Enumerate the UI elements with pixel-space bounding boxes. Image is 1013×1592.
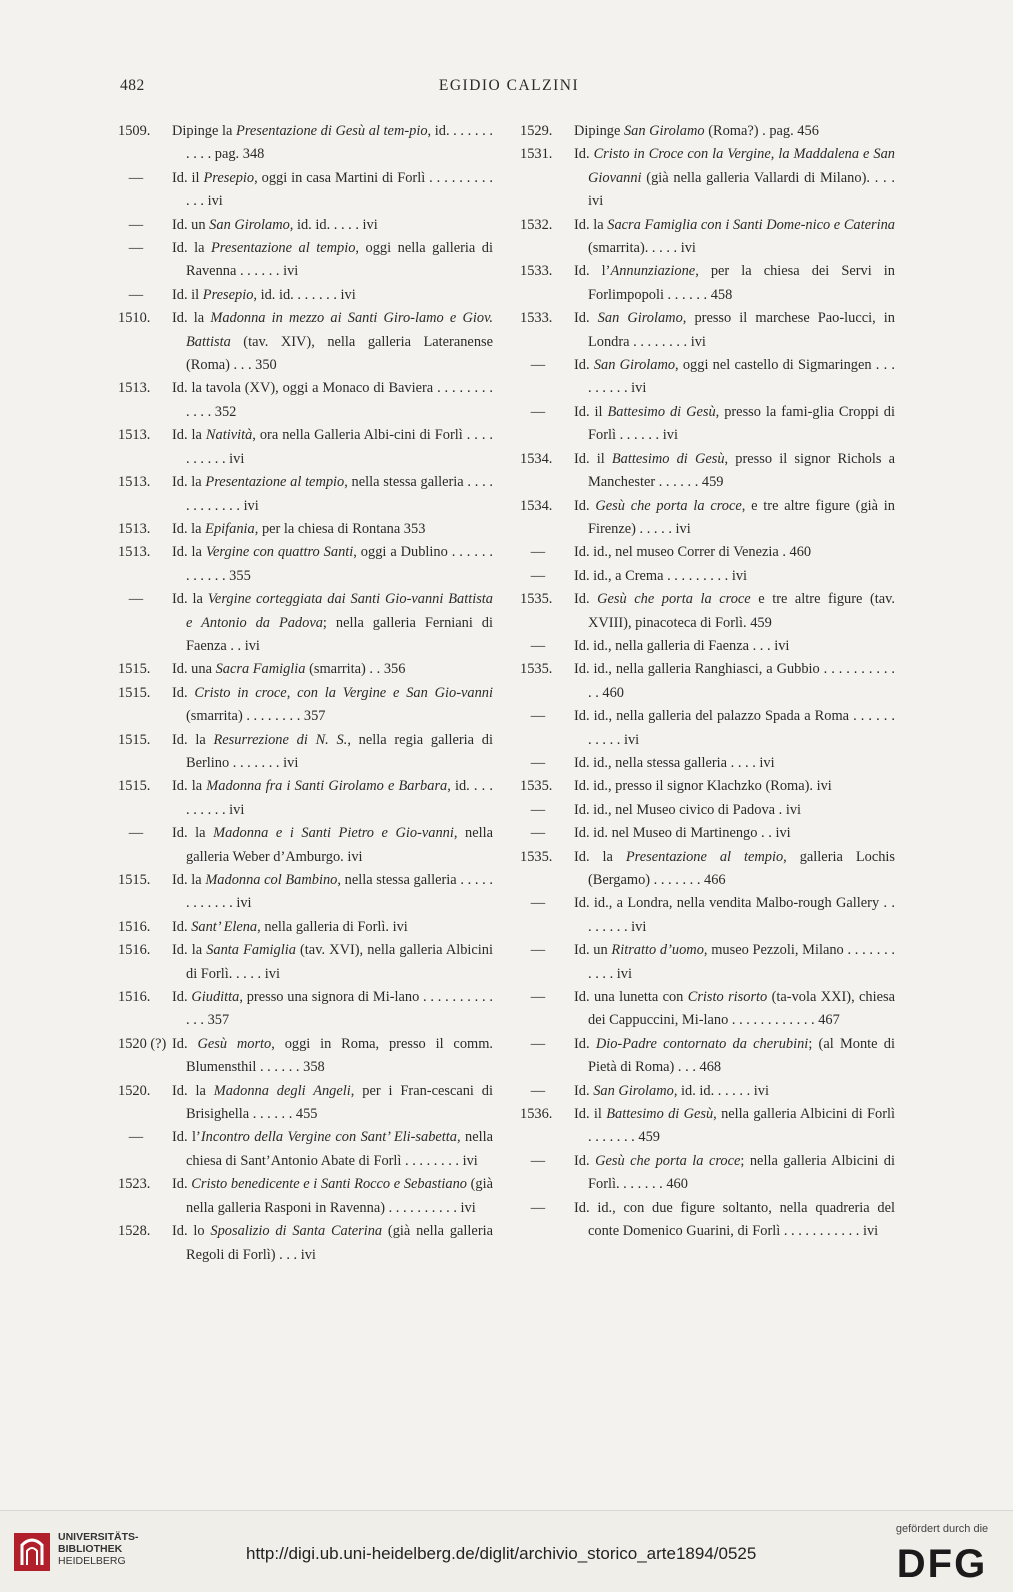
entry-year: 1535. [520, 848, 553, 865]
index-entry [118, 775, 493, 822]
entry-text: Id. id., nel museo Correr di Venezia . 460 [574, 544, 812, 561]
entry-year: 1535. [520, 591, 553, 608]
entry-year: 1534. [520, 497, 553, 514]
entry-year: 1510. [118, 310, 151, 327]
index-entry [118, 869, 493, 916]
entry-text: Id. Gesù che porta la croce; nella galleria Albicini di Forlì. . . . . . . 460 [574, 1152, 895, 1193]
index-entry [118, 214, 493, 237]
university-library-logo-icon [12, 1531, 52, 1573]
entry-year: 1515. [118, 872, 151, 888]
entry-text: Id. l’Annunziazione, per la chiesa dei Servi in Forlimpopoli . . . . . . 458 [574, 263, 895, 303]
index-entry [520, 892, 895, 939]
entry-text: Id. la Madonna e i Santi Pietro e Gio-vanni, nella galleria Weber d’Amburgo. ivi [172, 825, 493, 865]
entry-year: 1515. [118, 661, 151, 678]
entry-text: Id. id., presso il signor Klachzko (Roma). ivi [574, 778, 832, 795]
entry-text: Id. Sant’ Elena, nella galleria di Forlì. ivi [172, 918, 408, 935]
entry-text: Id. la Madonna col Bambino, nella stessa galleria . . . . . . . . . . . . ivi [172, 872, 493, 912]
entry-year: — [530, 942, 546, 959]
entry-year: — [530, 989, 546, 1006]
library-name-line: UNIVERSITÄTS- [58, 1531, 139, 1543]
entry-text: Id. la Presentazione al tempio, nella stessa galleria . . . . . . . . . . . . ivi [172, 474, 493, 514]
index-entry [118, 822, 493, 869]
entry-text: Id. id., nella stessa galleria . . . . ivi [574, 754, 775, 771]
left-column [118, 120, 493, 1267]
entry-year: — [128, 286, 144, 303]
entry-year: 1535. [520, 661, 553, 678]
index-entry [520, 846, 895, 893]
entry-year: — [530, 1082, 546, 1099]
index-entry [118, 377, 493, 424]
entry-year: 1516. [118, 942, 151, 959]
index-entry [118, 424, 493, 471]
index-entry [118, 1173, 493, 1220]
index-entry [118, 682, 493, 729]
entry-text: Id. la Natività, ora nella Galleria Albi-cini di Forlì . . . . . . . . . . ivi [172, 427, 493, 467]
sponsor-block [887, 1523, 997, 1583]
permalink-url[interactable]: http://digi.ub.uni-heidelberg.de/diglit/archivio_storico_arte1894/0525 [246, 1544, 757, 1563]
entry-year: 1509. [118, 123, 151, 139]
index-entry [520, 143, 895, 213]
index-entry [118, 1080, 493, 1127]
index-entry [118, 729, 493, 776]
entry-year: 1536. [520, 1106, 553, 1123]
index-entry [118, 471, 493, 518]
entry-year: 1515. [118, 731, 151, 748]
entry-text: Id. la Santa Famiglia (tav. XVI), nella galleria Albicini di Forlì. . . . . ivi [172, 942, 493, 982]
index-entry [520, 401, 895, 448]
sponsor-note: gefördert durch die [895, 1523, 989, 1535]
entry-text: Id. San Girolamo, presso il marchese Pao-lucci, in Londra . . . . . . . . ivi [574, 310, 895, 350]
index-entry [118, 658, 493, 681]
entry-year: 1534. [520, 450, 553, 467]
entry-year: 1513. [118, 474, 151, 491]
entry-text: Id. la Madonna in mezzo ai Santi Giro-lamo e Giov. Battista (tav. XIV), nella galleria Lateranense (Roma) . . . 350 [172, 310, 493, 374]
entry-text: Id. Cristo benedicente e i Santi Rocco e Sebastiano (già nella galleria Rasponi in Ravenna) . . . . . . . . . . ivi [172, 1176, 494, 1216]
entry-text: Id. la Madonna degli Angeli, per i Fran-cescani di Brisighella . . . . . . 455 [172, 1082, 493, 1123]
index-entry [520, 799, 895, 822]
entry-year: 1528. [118, 1223, 151, 1240]
entry-year: — [530, 567, 546, 584]
index-entry [520, 495, 895, 542]
entry-text: Dipinge San Girolamo (Roma?) . pag. 456 [574, 123, 819, 139]
entry-text: Id. il Battesimo di Gesù, nella galleria Albicini di Forlì . . . . . . . 459 [574, 1106, 895, 1146]
entry-year: 1515. [118, 778, 151, 795]
svg-text:DFG: DFG [896, 1542, 988, 1583]
index-entry [118, 986, 493, 1033]
index-entry [118, 307, 493, 377]
entry-text: Id. l’Incontro della Vergine con Sant’ Eli-sabetta, nella chiesa di Sant’Antonio Abate di Forlì . . . . . . . . ivi [172, 1129, 493, 1169]
entry-text: Id. Giuditta, presso una signora di Mi-lano . . . . . . . . . . . . . 357 [172, 989, 493, 1029]
entry-year: 1523. [118, 1176, 151, 1193]
index-entry [118, 916, 493, 939]
entry-year: 1513. [118, 544, 151, 561]
entry-text: Id. la Presentazione al tempio, galleria Lochis (Bergamo) . . . . . . . 466 [574, 848, 895, 888]
entry-year: — [128, 825, 144, 842]
index-entry [520, 1150, 895, 1197]
entry-text: Id. lo Sposalizio di Santa Caterina (già nella galleria Regoli di Forlì) . . . ivi [172, 1223, 493, 1263]
entry-text: Id. la Epifania, per la chiesa di Rontana 353 [172, 520, 426, 537]
entry-text: Id. una Sacra Famiglia (smarrita) . . 356 [172, 661, 406, 678]
index-entry [118, 284, 493, 307]
entry-year: 1533. [520, 310, 553, 327]
entry-year: — [128, 216, 144, 233]
entry-text: Id. id., con due figure soltanto, nella quadreria del conte Domenico Guarini, di Forlì . . . . . . . . . . . ivi [574, 1199, 895, 1240]
entry-text: Id. il Presepio, oggi in casa Martini di Forlì . . . . . . . . . . . . ivi [172, 169, 494, 210]
entry-text: Id. id., nel Museo civico di Padova . ivi [574, 801, 802, 818]
entry-year: 1520. [118, 1082, 151, 1099]
entry-year: 1535. [520, 778, 553, 795]
entry-text: Id. Dio-Padre contornato da cherubini; (al Monte di Pietà di Roma) . . . 468 [574, 1035, 896, 1076]
index-entry [520, 1033, 895, 1080]
entry-year: 1516. [118, 989, 151, 1006]
entry-text: Id. la Resurrezione di N. S., nella regia galleria di Berlino . . . . . . . ivi [172, 731, 493, 771]
index-entry [520, 705, 895, 752]
library-name [58, 1531, 139, 1567]
entry-year: — [530, 403, 546, 420]
entry-text: Id. la Madonna fra i Santi Girolamo e Barbara, id. . . . . . . . . . ivi [172, 778, 493, 818]
entry-year: — [530, 1035, 546, 1052]
entry-text: Id. il Battesimo di Gesù, presso la fami-glia Croppi di Forlì . . . . . . ivi [574, 403, 895, 444]
entry-year: 1533. [520, 263, 553, 280]
index-entry [520, 635, 895, 658]
entry-year: — [530, 357, 546, 374]
entry-text: Id. id., a Londra, nella vendita Malbo-rough Gallery . . . . . . . . ivi [574, 895, 895, 935]
index-entry [118, 939, 493, 986]
index-entry [520, 260, 895, 307]
index-entry [118, 1220, 493, 1267]
entry-year: — [530, 708, 546, 725]
index-entry [520, 307, 895, 354]
entry-text: Id. Gesù che porta la croce e tre altre figure (tav. XVIII), pinacoteca di Forlì. 459 [574, 591, 895, 631]
dfg-logo-icon [894, 1541, 990, 1583]
page-number: 482 [120, 77, 145, 94]
entry-year: 1515. [118, 684, 151, 701]
entry-text: Id. la Vergine con quattro Santi, oggi a Dublino . . . . . . . . . . . . 355 [172, 544, 493, 584]
index-entry [520, 822, 895, 845]
entry-year: — [530, 801, 546, 818]
entry-year: — [128, 1129, 144, 1146]
index-entry [520, 939, 895, 986]
entry-text: Id. San Girolamo, id. id. . . . . . ivi [574, 1082, 769, 1099]
entry-text: Id. un Ritratto d’uomo, museo Pezzoli, Milano . . . . . . . . . . . ivi [574, 942, 895, 982]
entry-text: Id. un San Girolamo, id. id. . . . . ivi [172, 216, 378, 233]
index-entry [520, 120, 895, 143]
index-entry [520, 354, 895, 401]
index-entry [520, 214, 895, 261]
library-name-line: BIBLIOTHEK [58, 1543, 123, 1555]
index-entry [118, 518, 493, 541]
right-column [520, 120, 895, 1244]
index-entry [520, 752, 895, 775]
entry-year: 1520 (?) [118, 1035, 167, 1052]
index-entry [520, 658, 895, 705]
entry-text: Id. il Battesimo di Gesù, presso il signor Richols a Manchester . . . . . . 459 [574, 450, 895, 491]
index-entry [520, 448, 895, 495]
index-entry [520, 541, 895, 564]
footer-bar [0, 1510, 1013, 1592]
index-entry [118, 541, 493, 588]
index-entry [118, 1126, 493, 1173]
entry-text: Dipinge la Presentazione di Gesù al tem-pio, id. . . . . . . . . . . pag. 348 [172, 123, 493, 163]
entry-text: Id. id., a Crema . . . . . . . . . ivi [574, 567, 748, 584]
entry-text: Id. la Vergine corteggiata dai Santi Gio-vanni Battista e Antonio da Padova; nella galleria Ferniani di Faenza . . ivi [172, 591, 493, 654]
entry-year: 1529. [520, 123, 553, 139]
entry-year: — [530, 1199, 546, 1216]
index-entry [118, 237, 493, 284]
entry-year: — [530, 825, 546, 842]
index-entry [520, 775, 895, 798]
entry-text: Id. Gesù morto, oggi in Roma, presso il comm. Blumensthil . . . . . . 358 [172, 1035, 493, 1076]
entry-text: Id. id. nel Museo di Martinengo . . ivi [574, 825, 791, 842]
entry-text: Id. la Presentazione al tempio, oggi nella galleria di Ravenna . . . . . . ivi [172, 240, 493, 280]
index-entry [118, 167, 493, 214]
entry-text: Id. Gesù che porta la croce, e tre altre figure (già in Firenze) . . . . . ivi [574, 497, 895, 537]
entry-year: — [530, 754, 546, 771]
entry-year: — [530, 544, 546, 561]
index-entry [118, 1033, 493, 1080]
entry-text: Id. San Girolamo, oggi nel castello di Sigmaringen . . . . . . . . . ivi [574, 357, 895, 397]
entry-year: — [128, 240, 144, 257]
entry-text: Id. id., nella galleria del palazzo Spada a Roma . . . . . . . . . . . ivi [574, 708, 895, 748]
index-entry [520, 588, 895, 635]
index-entry [520, 1103, 895, 1150]
index-entry [520, 1080, 895, 1103]
entry-text: Id. Cristo in croce, con la Vergine e San Gio-vanni (smarrita) . . . . . . . . 357 [172, 684, 493, 725]
entry-year: 1516. [118, 918, 151, 935]
index-entry [520, 1197, 895, 1244]
entry-text: Id. la Sacra Famiglia con i Santi Dome-nico e Caterina (smarrita). . . . . ivi [574, 216, 896, 257]
entry-text: Id. id., nella galleria di Faenza . . . ivi [574, 637, 790, 654]
entry-text: Id. id., nella galleria Ranghiasci, a Gubbio . . . . . . . . . . . . 460 [574, 661, 895, 701]
entry-year: — [128, 169, 144, 186]
entry-year: 1531. [520, 146, 553, 163]
entry-text: Id. Cristo in Croce con la Vergine, la Maddalena e San Giovanni (già nella galleria Vallardi di Milano). . . . ivi [574, 146, 895, 210]
entry-year: — [128, 591, 144, 608]
index-entry [118, 588, 493, 658]
entry-year: — [530, 637, 546, 654]
index-entry [118, 120, 493, 167]
running-title: EGIDIO CALZINI [438, 77, 580, 94]
entry-year: 1513. [118, 427, 151, 444]
entry-year: 1513. [118, 380, 151, 397]
entry-text: Id. la tavola (XV), oggi a Monaco di Baviera . . . . . . . . . . . . 352 [172, 380, 493, 420]
page-header [120, 77, 898, 101]
entry-text: Id. il Presepio, id. id. . . . . . . ivi [172, 286, 356, 303]
entry-year: 1513. [118, 520, 151, 537]
index-entry [520, 565, 895, 588]
index-entry [520, 986, 895, 1033]
entry-year: 1532. [520, 216, 553, 233]
entry-year: — [530, 895, 546, 912]
entry-text: Id. una lunetta con Cristo risorto (ta-vola XXI), chiesa dei Cappuccini, Mi-lano . . . . . . . . . . . . 467 [574, 989, 895, 1029]
entry-year: — [530, 1152, 546, 1169]
library-name-line: HEIDELBERG [58, 1555, 126, 1567]
